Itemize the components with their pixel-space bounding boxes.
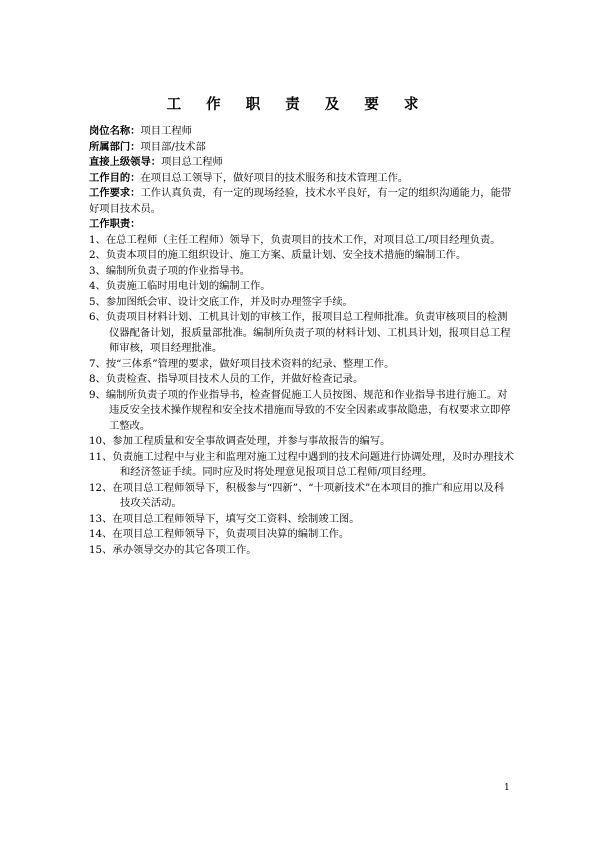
duty-item <box>89 357 514 373</box>
duty-item <box>89 481 514 512</box>
duty-number: 9、 <box>89 388 106 401</box>
duty-item <box>89 310 514 357</box>
document-title: 工 作 职 责 及 要 求 <box>166 96 429 113</box>
duty-text: 编制所负责子项的作业指导书。 <box>105 264 251 277</box>
field-position-name <box>89 124 514 140</box>
duty-item <box>89 264 514 280</box>
duty-number: 2、 <box>89 249 106 261</box>
document-body <box>89 124 514 558</box>
duty-number: 14、 <box>89 528 113 540</box>
duty-number: 5、 <box>89 295 106 308</box>
work-purpose <box>89 171 514 187</box>
duty-item <box>89 512 514 528</box>
duty-number: 11、 <box>89 450 113 463</box>
duty-text: 参加图纸会审、设计交底工作，并及时办理签字手续。 <box>105 295 353 308</box>
duty-item <box>89 543 514 559</box>
duty-text: 在项目总工程师领导下，负责项目决算的编制工作。 <box>112 528 350 540</box>
duty-number: 10、 <box>89 435 113 447</box>
field-label: 所属部门： <box>89 140 141 153</box>
field-direct-supervisor <box>89 155 514 171</box>
duty-item <box>89 279 514 295</box>
duty-number: 8、 <box>89 373 106 385</box>
duty-text: 负责项目材料计划、工机具计划的审核工作，报项目总工程师批准。负责审核项目的检测仪器配备计划，报质量部批准。编制所负责子项的材料计划、工机具计划，报项目总工程师审核，项目经理批准。 <box>105 311 511 354</box>
field-label: 岗位名称： <box>89 125 141 137</box>
field-value: 项目工程师 <box>140 125 192 137</box>
duty-number: 3、 <box>89 264 106 277</box>
field-value: 项目总工程师 <box>161 156 223 168</box>
duty-text: 在总工程师（主任工程师）领导下，负责项目的技术工作，对项目总工/项目经理负责。 <box>105 233 501 246</box>
duty-number: 6、 <box>89 311 106 323</box>
duty-item <box>89 248 514 264</box>
duty-item <box>89 295 514 311</box>
work-requirements <box>89 186 514 217</box>
duty-item <box>89 450 514 481</box>
duty-text: 负责本项目的施工组织设计、施工方案、质量计划、安全技术措施的编制工作。 <box>105 249 467 261</box>
duty-number: 13、 <box>89 512 113 525</box>
purpose-label: 工作目的： <box>89 171 141 184</box>
duty-text: 编制所负责子项的作业指导书，检查督促施工人员按图、规范和作业指导书进行施工。对违反安全技术操作规程和安全技术措施而导致的不安全因素或事故隐患，有权要求立即停工整改。 <box>105 388 511 432</box>
duty-item <box>89 233 514 249</box>
duty-number: 4、 <box>89 280 106 292</box>
page-number: 1 <box>504 783 510 793</box>
duty-number: 15、 <box>89 543 113 556</box>
requirements-label: 工作要求： <box>89 187 141 199</box>
duty-item <box>89 527 514 543</box>
duty-text: 负责检查、指导项目技术人员的工作，并做好检查记录。 <box>105 373 364 385</box>
duty-text: 负责施工过程中与业主和监理对施工过程中遇到的技术问题进行协调处理，及时办理技术和经济签证手续。同时应及时将处理意见报项目总工程师/项目经理。 <box>112 450 514 478</box>
duty-number: 7、 <box>89 357 106 370</box>
duty-number: 12、 <box>89 481 113 494</box>
duty-number: 1、 <box>89 233 106 246</box>
duty-text: 按“三体系”管理的要求，做好项目技术资料的纪录、整理工作。 <box>105 357 395 370</box>
duty-item <box>89 434 514 450</box>
duties-heading: 工作职责： <box>89 218 141 230</box>
field-label: 直接上级领导： <box>89 156 162 168</box>
duty-text: 负责施工临时用电计划的编制工作。 <box>105 280 271 292</box>
duties-list <box>89 233 514 559</box>
duty-item <box>89 372 514 388</box>
duty-text: 承办领导交办的其它各项工作。 <box>112 543 257 556</box>
duty-text: 参加工程质量和安全事故调查处理，并参与事故报告的编写。 <box>112 435 391 447</box>
duty-text: 在项目总工程师领导下，填写交工资料、绘制竣工图。 <box>112 512 360 525</box>
field-department <box>89 140 514 156</box>
duty-item <box>89 388 514 435</box>
purpose-text: 在项目总工领导下，做好项目的技术服务和技术管理工作。 <box>140 171 409 184</box>
requirements-text: 工作认真负责，有一定的现场经验，技术水平良好，有一定的组织沟通能力，能带好项目技术员。 <box>89 187 512 215</box>
field-value: 项目部/技术部 <box>140 140 206 153</box>
duty-text: 在项目总工程师领导下，积极参与“四新”、“十项新技术”在本项目的推广和应用以及科技攻关活动。 <box>112 481 505 509</box>
